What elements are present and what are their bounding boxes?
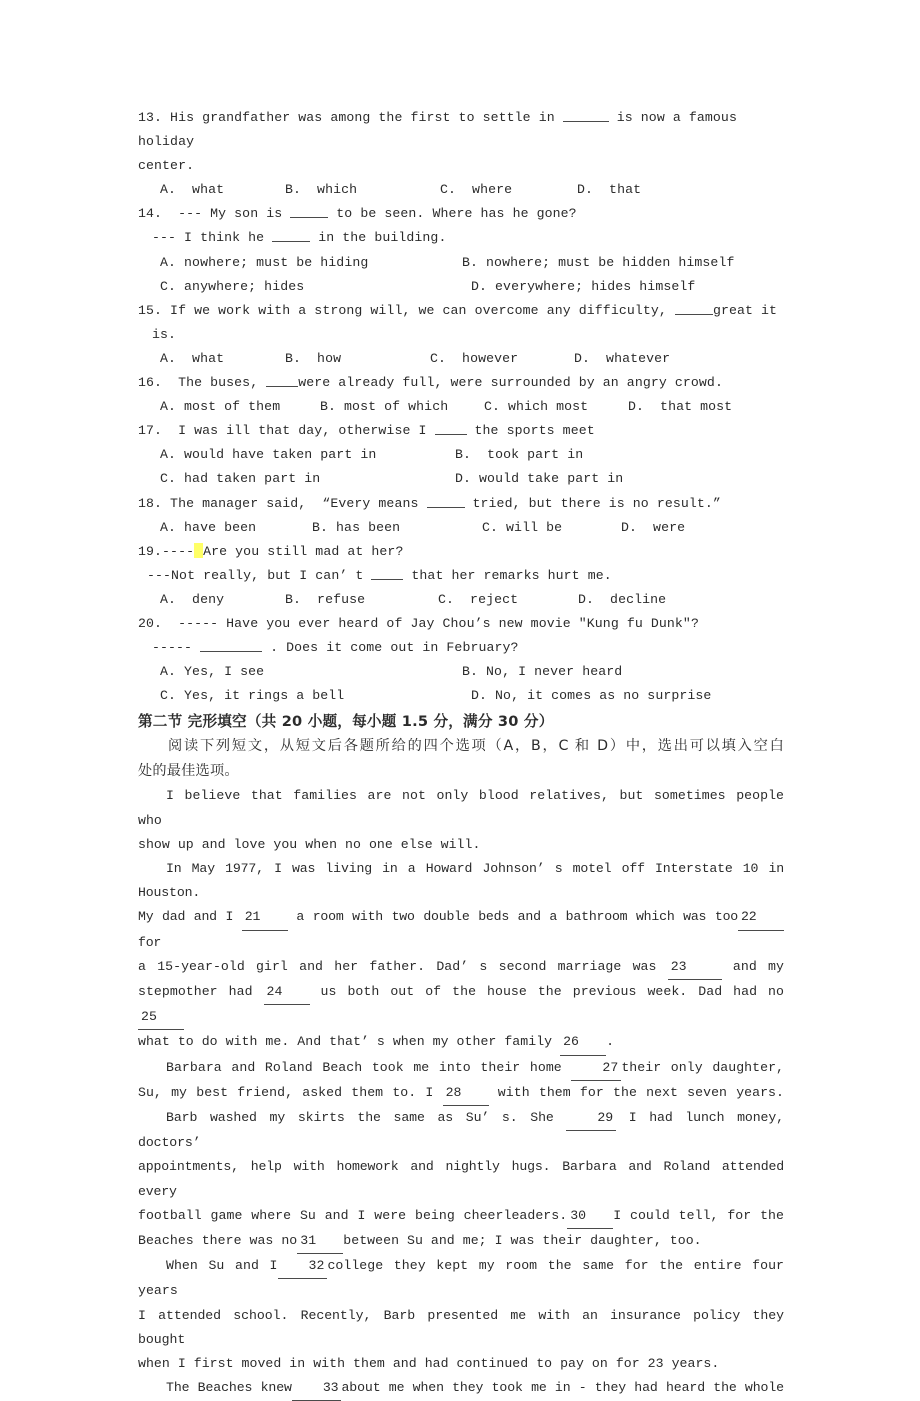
q19-option-d[interactable]: D. decline bbox=[578, 591, 667, 607]
cloze-blank-22[interactable]: 22 bbox=[738, 905, 784, 930]
cloze-blank-26[interactable]: 26 bbox=[560, 1030, 606, 1055]
p2-text-c: for bbox=[138, 934, 162, 950]
question-19-stem-line-2 bbox=[138, 564, 784, 588]
passage-p2-line-5 bbox=[138, 1030, 784, 1055]
question-15-stem-line-1 bbox=[138, 299, 784, 323]
q14-blank-2 bbox=[272, 228, 310, 242]
q15-option-b[interactable]: B. how bbox=[285, 350, 342, 366]
q16-option-a[interactable]: A. most of them bbox=[160, 399, 281, 415]
p2-text-h: what to do with me. And that’ s when my other family bbox=[138, 1034, 561, 1050]
question-14-stem-line-2 bbox=[138, 226, 784, 250]
question-20-options-row-1 bbox=[138, 660, 784, 684]
q15-stem-text-a: 15. If we work with a strong will, we can overcome any difficulty, bbox=[138, 302, 675, 318]
q18-option-b[interactable]: B. has been bbox=[312, 519, 401, 535]
cloze-blank-27[interactable]: 27 bbox=[571, 1056, 621, 1081]
passage-p1-line-2: show up and love you when no one else will. bbox=[138, 836, 481, 852]
question-14-options-row-2 bbox=[138, 275, 784, 299]
q14-option-d[interactable]: D. everywhere; hides himself bbox=[471, 278, 696, 294]
question-13-stem-line-2: center. bbox=[138, 158, 195, 174]
p4-text-e: Beaches there was no bbox=[138, 1233, 298, 1248]
p2-text-e: and my bbox=[721, 958, 784, 974]
p2-text-f: stepmother had bbox=[138, 983, 264, 999]
q14-option-b[interactable]: B. nowhere; must be hidden himself bbox=[462, 254, 735, 270]
question-14-options-row-1 bbox=[138, 251, 784, 275]
cloze-blank-24[interactable]: 24 bbox=[264, 980, 310, 1005]
question-19-options-row bbox=[138, 588, 784, 612]
passage-p3-line-1 bbox=[138, 1056, 784, 1081]
q16-option-b[interactable]: B. most of which bbox=[320, 399, 449, 415]
q15-option-a[interactable]: A. what bbox=[160, 350, 225, 366]
passage-p5-line-1 bbox=[138, 1254, 784, 1303]
question-16-stem-line-1 bbox=[138, 371, 784, 395]
q18-stem-text-a: 18. The manager said, “Every means bbox=[138, 495, 427, 511]
question-14-stem-line-1 bbox=[138, 202, 784, 226]
q20-option-d[interactable]: D. No, it comes as no surprise bbox=[471, 688, 712, 704]
p3-text-c: Su, my best friend, asked them to. I bbox=[138, 1084, 443, 1100]
cloze-blank-33[interactable]: 33 bbox=[292, 1376, 342, 1401]
q14-stem-text-a: 14. --- My son is bbox=[138, 206, 291, 222]
p3-text-b: their only daughter, bbox=[621, 1059, 784, 1075]
q15-option-c[interactable]: C. however bbox=[430, 350, 519, 366]
q16-option-c[interactable]: C. which most bbox=[484, 399, 589, 415]
p5-text-b: college they kept my room the same for the entire four years bbox=[138, 1258, 785, 1299]
q19-stem-text-a: Are you still mad at her? bbox=[203, 543, 404, 559]
passage-p2-line-3 bbox=[138, 955, 784, 980]
q20-stem-dashes: ----- bbox=[152, 640, 201, 656]
q19-option-c[interactable]: C. reject bbox=[438, 591, 519, 607]
q16-stem-text-b: were already full, were surrounded by an angry crowd. bbox=[298, 375, 723, 391]
p6-text-a: The Beaches knew bbox=[166, 1380, 292, 1396]
p2-text-b: a room with two double beds and a bathroom which was too bbox=[287, 909, 739, 925]
question-20-options-row-2 bbox=[138, 684, 784, 708]
q18-option-a[interactable]: A. have been bbox=[160, 519, 257, 535]
question-18-options-row bbox=[138, 516, 784, 540]
p2-text-g: us both out of the house the previous week. Dad had no bbox=[309, 983, 784, 999]
cloze-blank-25[interactable]: 25 bbox=[138, 1005, 184, 1030]
q18-stem-text-b: tried, but there is no result.” bbox=[464, 495, 721, 511]
q17-stem-text-a: 17. I was ill that day, otherwise I bbox=[138, 423, 435, 439]
page-content bbox=[138, 106, 784, 1401]
q20-option-a[interactable]: A. Yes, I see bbox=[160, 664, 265, 680]
section-two-heading: 第二节 完形填空（共 20 小题，每小题 1.5 分，满分 30 分） bbox=[138, 713, 554, 731]
q19-stem-dashes: 19.---- bbox=[138, 543, 195, 559]
p4-text-a: Barb washed my skirts the same as Su’ s. She bbox=[166, 1109, 567, 1125]
cloze-blank-30[interactable]: 30 bbox=[567, 1204, 613, 1229]
p4-text-b: I had lunch money, doctors’ bbox=[138, 1109, 784, 1151]
q13-stem-text-b: is now a famous holiday bbox=[138, 110, 737, 150]
question-17-options-row-1 bbox=[138, 443, 784, 467]
passage-p2-line-4 bbox=[138, 980, 784, 1030]
passage-p1-line-1: I believe that families are not only blood relatives, but sometimes people who bbox=[138, 788, 784, 828]
p4-text-f: between Su and me; I was their daughter, too. bbox=[343, 1233, 702, 1248]
p6-text-b: about me when they took me in - they had heard the whole bbox=[341, 1380, 784, 1396]
q14-option-c[interactable]: C. anywhere; hides bbox=[160, 278, 305, 294]
q17-option-d[interactable]: D. would take part in bbox=[455, 471, 624, 487]
q20-stem-text-a: . Does it come out in February? bbox=[262, 640, 519, 656]
q13-option-c[interactable]: C. where bbox=[440, 182, 513, 198]
question-20-stem-line-1: 20. ----- Have you ever heard of Jay Chou’s new movie "Kung fu Dunk"? bbox=[138, 615, 699, 631]
q17-stem-text-b: the sports meet bbox=[466, 423, 595, 439]
section-two-instruction-line-2: 处的最佳选项。 bbox=[138, 763, 239, 780]
q19-stem-text-c: that her remarks hurt me. bbox=[403, 567, 612, 583]
question-20-stem-line-2 bbox=[138, 636, 784, 660]
q13-stem-text-a: 13. His grandfather was among the first to settle in bbox=[138, 110, 563, 125]
cloze-blank-31[interactable]: 31 bbox=[297, 1229, 343, 1254]
q19-highlight-marker bbox=[194, 543, 203, 558]
question-15-stem-line-2: is. bbox=[152, 326, 177, 342]
q17-option-b[interactable]: B. took part in bbox=[455, 447, 584, 463]
p2-text-a: My dad and I bbox=[138, 909, 242, 925]
q19-option-a[interactable]: A. deny bbox=[160, 591, 225, 607]
cloze-blank-23[interactable]: 23 bbox=[668, 955, 722, 980]
passage-p2-line-1: In May 1977, I was living in a Howard Johnson’ s motel off Interstate 10 in Houston. bbox=[138, 860, 784, 901]
p4-text-d: I could tell, for the bbox=[613, 1207, 784, 1223]
cloze-blank-29[interactable]: 29 bbox=[566, 1106, 616, 1131]
q19-blank bbox=[371, 566, 403, 580]
q19-stem-text-b: ---Not really, but I can’ t bbox=[147, 567, 372, 583]
question-17-options-row-2 bbox=[138, 467, 784, 491]
q18-blank bbox=[427, 494, 465, 508]
p5-text-a: When Su and I bbox=[166, 1258, 278, 1274]
p2-text-i: . bbox=[606, 1034, 615, 1050]
q15-blank bbox=[675, 301, 713, 315]
question-13-stem-line-1 bbox=[138, 106, 784, 154]
p3-text-d: with them for the next seven years. bbox=[488, 1084, 784, 1100]
q15-option-d[interactable]: D. whatever bbox=[574, 350, 671, 366]
p2-text-d: a 15-year-old girl and her father. Dad’ s second marriage was bbox=[138, 958, 668, 974]
passage-p3-line-2 bbox=[138, 1081, 784, 1106]
q18-option-c[interactable]: C. will be bbox=[482, 519, 563, 535]
passage-p5-line-3: when I first moved in with them and had continued to pay on for 23 years. bbox=[138, 1356, 720, 1372]
q16-stem-text-a: 16. The buses, bbox=[138, 375, 267, 391]
q13-option-b[interactable]: B. which bbox=[285, 182, 358, 198]
q13-option-d[interactable]: D. that bbox=[577, 182, 642, 198]
q16-blank bbox=[266, 373, 298, 387]
p3-text-a: Barbara and Roland Beach took me into their home bbox=[166, 1059, 572, 1075]
q14-stem-text-d: in the building. bbox=[310, 230, 447, 246]
passage-p4-line-4 bbox=[138, 1229, 784, 1254]
q14-stem-text-c: --- I think he bbox=[152, 230, 273, 246]
section-two-instruction-line-1: 阅读下列短文，从短文后各题所给的四个选项（A，B，C 和 D）中，选出可以填入空白 bbox=[168, 738, 784, 755]
q20-option-c[interactable]: C. Yes, it rings a bell bbox=[160, 688, 345, 704]
cloze-blank-32[interactable]: 32 bbox=[278, 1254, 328, 1279]
question-17-stem-line-1 bbox=[138, 419, 784, 443]
passage-p4-line-1 bbox=[138, 1106, 784, 1155]
question-15-options-row bbox=[138, 347, 784, 371]
q20-option-b[interactable]: B. No, I never heard bbox=[462, 664, 623, 680]
passage-p5-line-2: I attended school. Recently, Barb presented me with an insurance policy they bought bbox=[138, 1307, 784, 1347]
question-18-stem-line-1 bbox=[138, 492, 784, 516]
q17-blank bbox=[435, 421, 467, 435]
q17-option-a[interactable]: A. would have taken part in bbox=[160, 447, 377, 463]
cloze-blank-21[interactable]: 21 bbox=[242, 905, 288, 930]
passage-p6-line-1 bbox=[138, 1376, 784, 1401]
q20-blank bbox=[200, 638, 262, 652]
passage-p4-line-2: appointments, help with homework and nightly hugs. Barbara and Roland attended every bbox=[138, 1159, 784, 1199]
p4-text-c: football game where Su and I were being cheerleaders. bbox=[138, 1207, 568, 1223]
q14-option-a[interactable]: A. nowhere; must be hiding bbox=[160, 254, 369, 270]
q17-option-c[interactable]: C. had taken part in bbox=[160, 471, 321, 487]
q13-option-a[interactable]: A. what bbox=[160, 182, 225, 198]
q14-stem-text-b: to be seen. Where has he gone? bbox=[328, 206, 577, 222]
question-13-options-row bbox=[138, 178, 784, 202]
question-19-stem-line-1 bbox=[138, 540, 784, 564]
q16-option-d[interactable]: D. that most bbox=[628, 399, 733, 415]
q14-blank-1 bbox=[290, 204, 328, 218]
cloze-blank-28[interactable]: 28 bbox=[443, 1081, 489, 1106]
q15-stem-text-b: great it bbox=[712, 302, 778, 318]
q13-blank bbox=[563, 108, 609, 122]
q19-option-b[interactable]: B. refuse bbox=[285, 591, 366, 607]
passage-p2-line-2 bbox=[138, 905, 784, 954]
passage-p4-line-3 bbox=[138, 1204, 784, 1229]
question-16-options-row bbox=[138, 395, 784, 419]
q18-option-d[interactable]: D. were bbox=[621, 519, 686, 535]
